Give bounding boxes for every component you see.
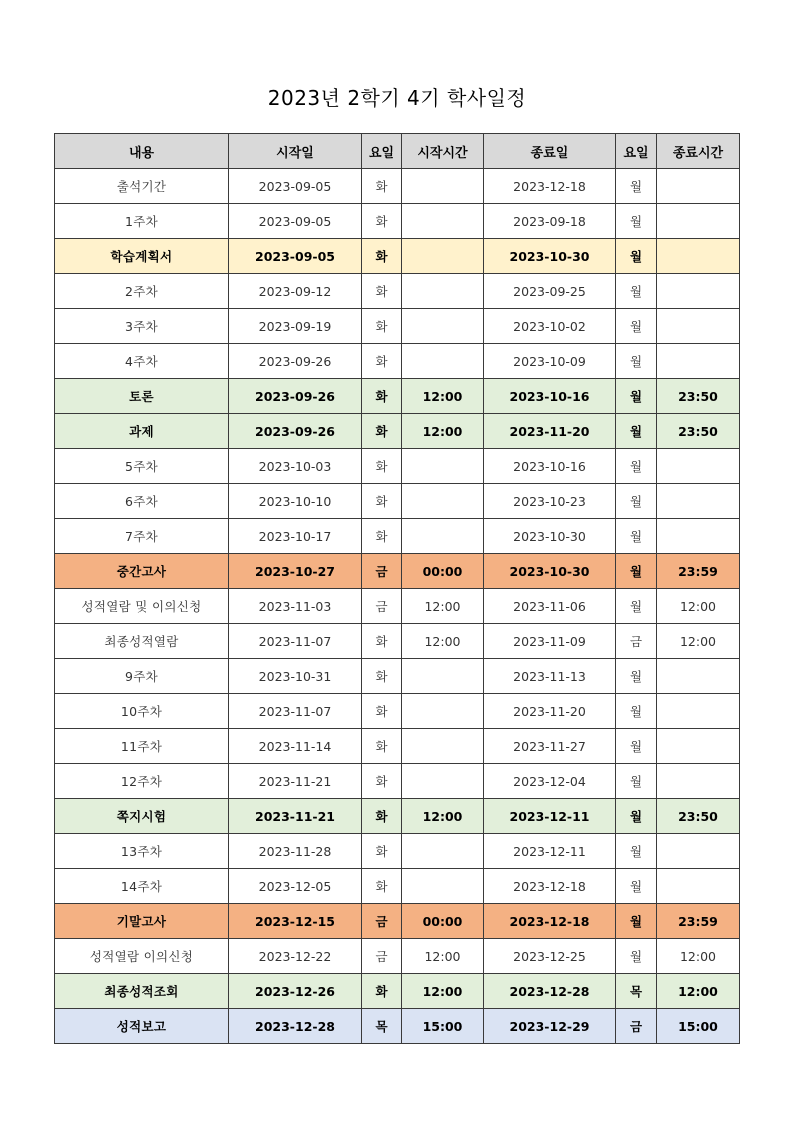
cell-end-date: 2023-10-16 <box>484 379 616 414</box>
cell-content: 3주차 <box>55 309 229 344</box>
header-start-time: 시작시간 <box>402 134 484 169</box>
table-row <box>55 554 740 589</box>
schedule-table <box>54 133 740 1044</box>
cell-content: 7주차 <box>55 519 229 554</box>
schedule-body <box>55 169 740 1044</box>
table-row <box>55 904 740 939</box>
header-row <box>55 134 740 169</box>
cell-content: 성적열람 및 이의신청 <box>55 589 229 624</box>
cell-end-date: 2023-09-25 <box>484 274 616 309</box>
table-row <box>55 589 740 624</box>
cell-start-weekday: 금 <box>362 939 402 974</box>
cell-end-time <box>657 519 740 554</box>
cell-end-date: 2023-12-25 <box>484 939 616 974</box>
cell-content: 13주차 <box>55 834 229 869</box>
cell-content: 10주차 <box>55 694 229 729</box>
table-row <box>55 729 740 764</box>
table-row <box>55 939 740 974</box>
cell-start-weekday: 화 <box>362 274 402 309</box>
cell-end-weekday: 월 <box>616 589 657 624</box>
cell-start-time <box>402 484 484 519</box>
cell-end-weekday: 월 <box>616 694 657 729</box>
cell-end-weekday: 월 <box>616 379 657 414</box>
table-row <box>55 659 740 694</box>
cell-end-time: 12:00 <box>657 589 740 624</box>
cell-content: 14주차 <box>55 869 229 904</box>
cell-content: 6주차 <box>55 484 229 519</box>
cell-start-time: 12:00 <box>402 379 484 414</box>
cell-end-weekday: 월 <box>616 274 657 309</box>
cell-content: 2주차 <box>55 274 229 309</box>
cell-end-date: 2023-11-27 <box>484 729 616 764</box>
cell-start-time: 15:00 <box>402 1009 484 1044</box>
cell-start-time <box>402 169 484 204</box>
cell-end-weekday: 금 <box>616 624 657 659</box>
cell-content: 쪽지시험 <box>55 799 229 834</box>
cell-start-time: 12:00 <box>402 589 484 624</box>
cell-content: 9주차 <box>55 659 229 694</box>
cell-start-weekday: 화 <box>362 414 402 449</box>
cell-start-time <box>402 204 484 239</box>
table-row <box>55 239 740 274</box>
cell-end-time: 23:50 <box>657 414 740 449</box>
table-row <box>55 799 740 834</box>
cell-start-weekday: 화 <box>362 239 402 274</box>
cell-end-time <box>657 169 740 204</box>
cell-start-weekday: 목 <box>362 1009 402 1044</box>
cell-start-date: 2023-10-31 <box>229 659 362 694</box>
cell-end-weekday: 금 <box>616 1009 657 1044</box>
cell-start-time <box>402 344 484 379</box>
header-end-weekday: 요일 <box>616 134 657 169</box>
cell-start-time <box>402 764 484 799</box>
cell-end-date: 2023-12-18 <box>484 904 616 939</box>
cell-start-weekday: 화 <box>362 624 402 659</box>
cell-end-weekday: 월 <box>616 484 657 519</box>
cell-start-date: 2023-12-15 <box>229 904 362 939</box>
cell-start-weekday: 화 <box>362 379 402 414</box>
cell-end-time <box>657 274 740 309</box>
table-row <box>55 204 740 239</box>
cell-start-date: 2023-09-26 <box>229 379 362 414</box>
cell-end-time: 12:00 <box>657 974 740 1009</box>
cell-end-date: 2023-10-30 <box>484 519 616 554</box>
cell-content: 4주차 <box>55 344 229 379</box>
cell-start-time <box>402 659 484 694</box>
cell-end-date: 2023-11-20 <box>484 414 616 449</box>
cell-end-time <box>657 694 740 729</box>
cell-start-time: 00:00 <box>402 554 484 589</box>
cell-content: 토론 <box>55 379 229 414</box>
cell-end-date: 2023-12-04 <box>484 764 616 799</box>
cell-start-time <box>402 834 484 869</box>
cell-start-time: 12:00 <box>402 939 484 974</box>
table-row <box>55 484 740 519</box>
cell-start-date: 2023-12-28 <box>229 1009 362 1044</box>
cell-content: 출석기간 <box>55 169 229 204</box>
cell-start-time <box>402 309 484 344</box>
cell-end-weekday: 월 <box>616 904 657 939</box>
cell-end-date: 2023-10-23 <box>484 484 616 519</box>
cell-end-time <box>657 484 740 519</box>
cell-end-time <box>657 834 740 869</box>
cell-content: 5주차 <box>55 449 229 484</box>
cell-start-weekday: 화 <box>362 484 402 519</box>
cell-end-weekday: 월 <box>616 309 657 344</box>
cell-end-weekday: 월 <box>616 799 657 834</box>
cell-start-time: 12:00 <box>402 414 484 449</box>
table-row <box>55 974 740 1009</box>
table-row <box>55 694 740 729</box>
header-end-date: 종료일 <box>484 134 616 169</box>
cell-content: 최종성적열람 <box>55 624 229 659</box>
cell-end-date: 2023-12-11 <box>484 799 616 834</box>
cell-start-weekday: 화 <box>362 974 402 1009</box>
cell-end-time: 23:59 <box>657 554 740 589</box>
cell-content: 중간고사 <box>55 554 229 589</box>
cell-start-date: 2023-10-17 <box>229 519 362 554</box>
cell-start-time <box>402 449 484 484</box>
cell-start-date: 2023-11-03 <box>229 589 362 624</box>
cell-start-weekday: 화 <box>362 169 402 204</box>
cell-start-date: 2023-09-26 <box>229 344 362 379</box>
cell-end-date: 2023-11-06 <box>484 589 616 624</box>
cell-start-date: 2023-09-26 <box>229 414 362 449</box>
cell-start-weekday: 금 <box>362 589 402 624</box>
cell-end-weekday: 월 <box>616 204 657 239</box>
cell-content: 학습계획서 <box>55 239 229 274</box>
cell-end-time <box>657 869 740 904</box>
cell-content: 성적열람 이의신청 <box>55 939 229 974</box>
cell-end-weekday: 월 <box>616 764 657 799</box>
cell-start-weekday: 화 <box>362 309 402 344</box>
table-row <box>55 449 740 484</box>
cell-end-weekday: 월 <box>616 554 657 589</box>
cell-end-weekday: 월 <box>616 414 657 449</box>
cell-start-time <box>402 694 484 729</box>
header-content: 내용 <box>55 134 229 169</box>
cell-start-time: 12:00 <box>402 799 484 834</box>
cell-start-weekday: 화 <box>362 834 402 869</box>
cell-end-date: 2023-10-30 <box>484 239 616 274</box>
cell-end-weekday: 월 <box>616 939 657 974</box>
cell-end-weekday: 월 <box>616 169 657 204</box>
cell-start-time <box>402 519 484 554</box>
page-title: 2023년 2학기 4기 학사일정 <box>267 86 527 110</box>
cell-start-date: 2023-12-22 <box>229 939 362 974</box>
cell-end-date: 2023-12-29 <box>484 1009 616 1044</box>
cell-content: 최종성적조회 <box>55 974 229 1009</box>
cell-start-date: 2023-11-14 <box>229 729 362 764</box>
cell-end-time <box>657 239 740 274</box>
cell-start-date: 2023-10-03 <box>229 449 362 484</box>
cell-end-date: 2023-12-11 <box>484 834 616 869</box>
cell-end-date: 2023-12-18 <box>484 169 616 204</box>
table-row <box>55 274 740 309</box>
cell-start-date: 2023-11-28 <box>229 834 362 869</box>
cell-end-time <box>657 764 740 799</box>
cell-end-weekday: 월 <box>616 729 657 764</box>
cell-start-date: 2023-11-21 <box>229 764 362 799</box>
cell-end-time: 23:59 <box>657 904 740 939</box>
cell-end-time <box>657 449 740 484</box>
header-start-weekday: 요일 <box>362 134 402 169</box>
cell-end-weekday: 목 <box>616 974 657 1009</box>
cell-content: 기말고사 <box>55 904 229 939</box>
cell-start-time <box>402 239 484 274</box>
table-row <box>55 1009 740 1044</box>
cell-end-time <box>657 204 740 239</box>
cell-start-weekday: 화 <box>362 519 402 554</box>
cell-start-date: 2023-11-21 <box>229 799 362 834</box>
cell-start-date: 2023-09-05 <box>229 204 362 239</box>
cell-start-date: 2023-12-26 <box>229 974 362 1009</box>
table-row <box>55 869 740 904</box>
cell-end-time: 23:50 <box>657 799 740 834</box>
cell-end-weekday: 월 <box>616 869 657 904</box>
cell-start-weekday: 화 <box>362 204 402 239</box>
cell-end-weekday: 월 <box>616 659 657 694</box>
cell-start-weekday: 화 <box>362 659 402 694</box>
cell-end-time: 12:00 <box>657 939 740 974</box>
cell-end-time <box>657 309 740 344</box>
cell-start-date: 2023-11-07 <box>229 624 362 659</box>
cell-start-time: 12:00 <box>402 974 484 1009</box>
table-row <box>55 834 740 869</box>
cell-start-date: 2023-10-27 <box>229 554 362 589</box>
cell-content: 12주차 <box>55 764 229 799</box>
cell-start-weekday: 화 <box>362 729 402 764</box>
cell-end-time <box>657 729 740 764</box>
cell-start-time <box>402 869 484 904</box>
cell-end-time: 23:50 <box>657 379 740 414</box>
cell-content: 1주차 <box>55 204 229 239</box>
cell-end-date: 2023-11-13 <box>484 659 616 694</box>
cell-start-date: 2023-10-10 <box>229 484 362 519</box>
cell-end-time <box>657 659 740 694</box>
cell-end-time <box>657 344 740 379</box>
cell-start-weekday: 화 <box>362 344 402 379</box>
cell-start-time: 12:00 <box>402 624 484 659</box>
cell-end-weekday: 월 <box>616 449 657 484</box>
cell-start-weekday: 화 <box>362 449 402 484</box>
cell-start-weekday: 화 <box>362 869 402 904</box>
table-row <box>55 764 740 799</box>
table-row <box>55 344 740 379</box>
table-row <box>55 414 740 449</box>
cell-end-weekday: 월 <box>616 344 657 379</box>
cell-content: 11주차 <box>55 729 229 764</box>
cell-end-weekday: 월 <box>616 834 657 869</box>
header-end-time: 종료시간 <box>657 134 740 169</box>
cell-start-time <box>402 729 484 764</box>
cell-end-date: 2023-11-09 <box>484 624 616 659</box>
cell-start-date: 2023-12-05 <box>229 869 362 904</box>
header-start-date: 시작일 <box>229 134 362 169</box>
cell-start-weekday: 화 <box>362 694 402 729</box>
cell-start-date: 2023-11-07 <box>229 694 362 729</box>
cell-start-weekday: 금 <box>362 904 402 939</box>
cell-start-date: 2023-09-19 <box>229 309 362 344</box>
table-row <box>55 519 740 554</box>
cell-start-weekday: 화 <box>362 799 402 834</box>
table-row <box>55 379 740 414</box>
cell-content: 성적보고 <box>55 1009 229 1044</box>
cell-content: 과제 <box>55 414 229 449</box>
cell-start-date: 2023-09-05 <box>229 169 362 204</box>
table-row <box>55 624 740 659</box>
cell-end-date: 2023-12-18 <box>484 869 616 904</box>
table-row <box>55 169 740 204</box>
cell-start-weekday: 화 <box>362 764 402 799</box>
cell-end-date: 2023-09-18 <box>484 204 616 239</box>
cell-start-date: 2023-09-12 <box>229 274 362 309</box>
table-row <box>55 309 740 344</box>
cell-end-date: 2023-10-16 <box>484 449 616 484</box>
cell-end-time: 15:00 <box>657 1009 740 1044</box>
cell-start-weekday: 금 <box>362 554 402 589</box>
cell-end-weekday: 월 <box>616 239 657 274</box>
cell-start-time: 00:00 <box>402 904 484 939</box>
cell-start-time <box>402 274 484 309</box>
cell-end-time: 12:00 <box>657 624 740 659</box>
cell-start-date: 2023-09-05 <box>229 239 362 274</box>
cell-end-date: 2023-10-30 <box>484 554 616 589</box>
cell-end-weekday: 월 <box>616 519 657 554</box>
cell-end-date: 2023-11-20 <box>484 694 616 729</box>
cell-end-date: 2023-12-28 <box>484 974 616 1009</box>
cell-end-date: 2023-10-02 <box>484 309 616 344</box>
cell-end-date: 2023-10-09 <box>484 344 616 379</box>
